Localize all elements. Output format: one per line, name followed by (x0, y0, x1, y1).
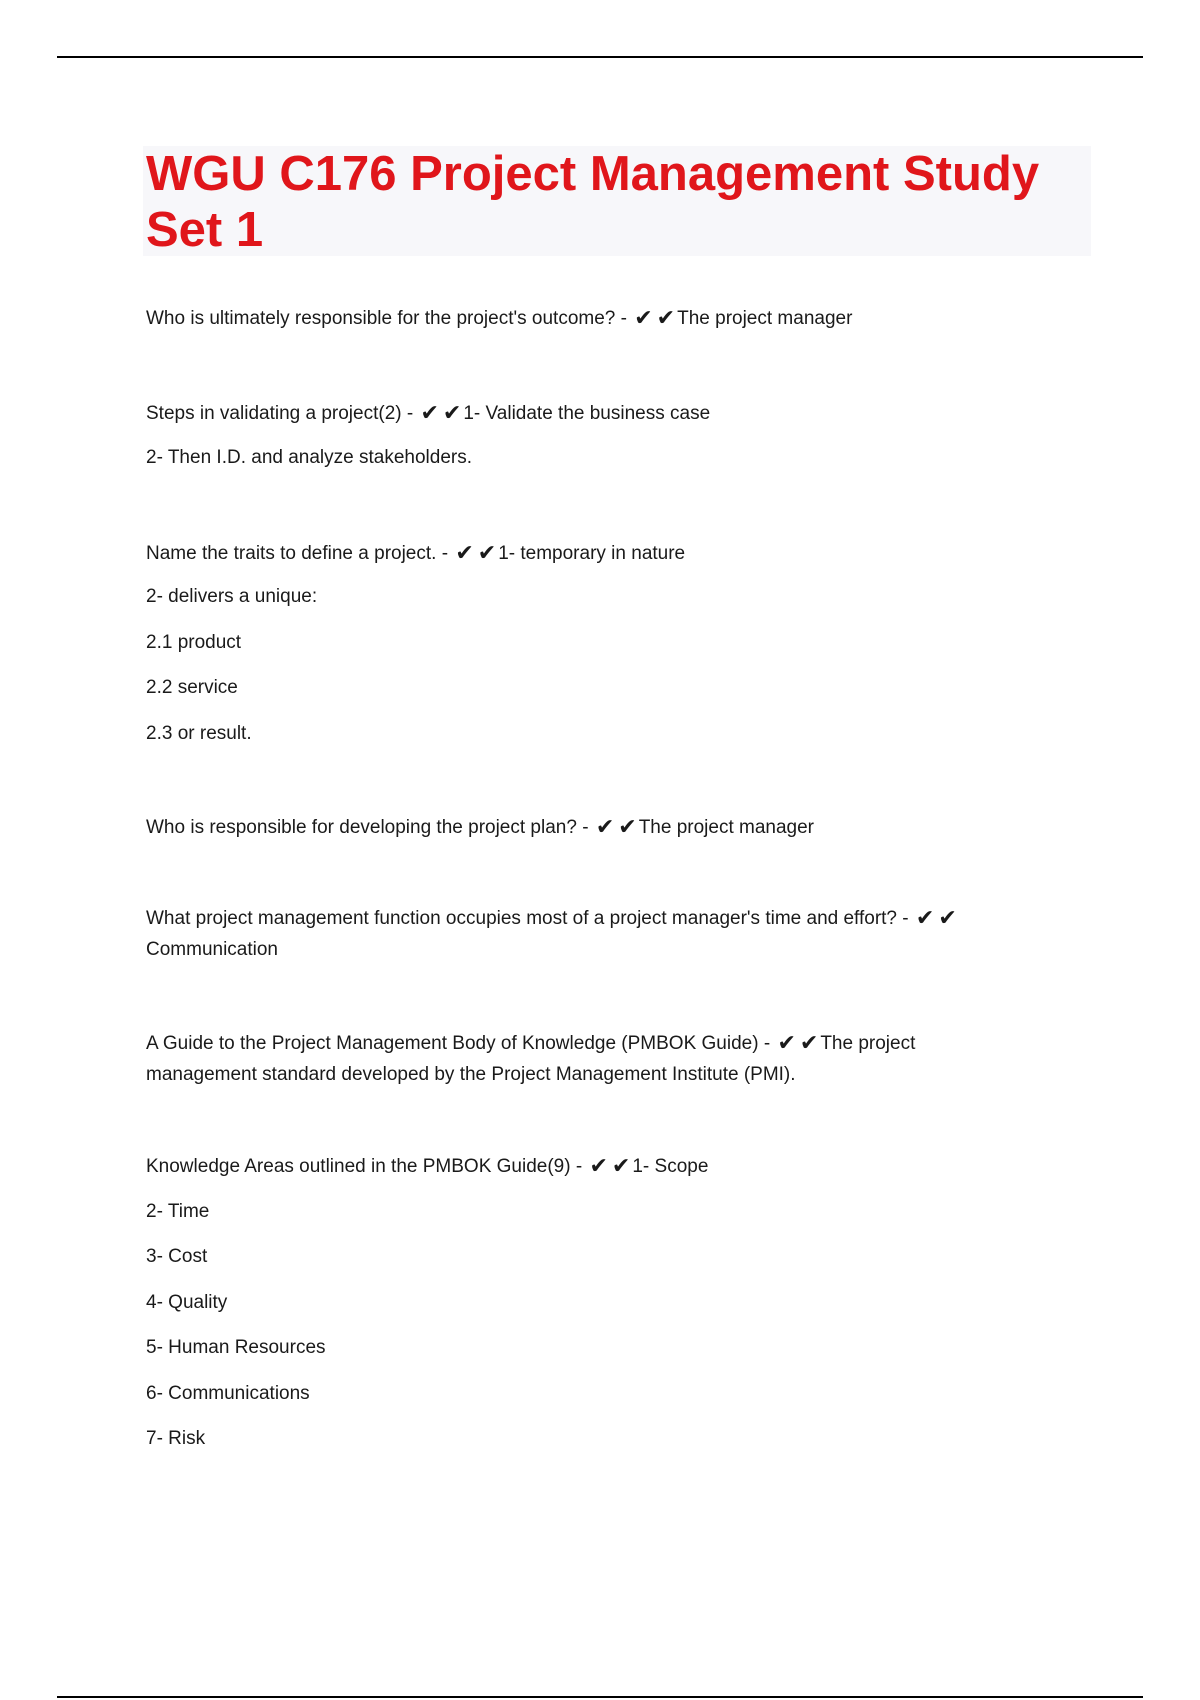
answer-line: 2- delivers a unique: (146, 586, 318, 607)
answer-line: 2.2 service (146, 677, 238, 698)
check-icon: ✔ (634, 305, 653, 330)
answer-line: 4- Quality (146, 1292, 228, 1313)
question-text: A Guide to the Project Management Body of Knowledge (PMBOK Guide) - (146, 1033, 771, 1054)
qa-item (146, 902, 1006, 965)
answer-text: 1- Validate the business case (463, 403, 711, 424)
answer-text: 1- Scope (632, 1156, 709, 1177)
qa-item (146, 1027, 1006, 1090)
answer-line: 6- Communications (146, 1383, 310, 1404)
bottom-rule (57, 1696, 1143, 1698)
check-icon: ✔ (938, 905, 957, 930)
check-icon: ✔ (915, 905, 935, 930)
check-icon: ✔ (799, 1030, 819, 1055)
qa-item (146, 815, 814, 840)
question-text: Knowledge Areas outlined in the PMBOK Guide(9) - (146, 1156, 583, 1177)
answer-line: 2.3 or result. (146, 723, 252, 744)
answer-text: Communication (146, 939, 278, 960)
check-icon: ✔ (455, 540, 474, 565)
check-icon: ✔ (442, 400, 462, 425)
answer-line: 5- Human Resources (146, 1337, 326, 1358)
answer-line: 2- Then I.D. and analyze stakeholders. (146, 447, 473, 468)
check-icon: ✔ (618, 814, 637, 839)
question-text: Steps in validating a project(2) - (146, 403, 414, 424)
answer-text: 1- temporary in nature (498, 543, 686, 564)
qa-item (146, 306, 852, 331)
answer-line: 2- Time (146, 1201, 210, 1222)
question-text: What project management function occupies most of a project manager's time and effort? - (146, 908, 909, 929)
check-icon: ✔ (589, 1153, 608, 1178)
document-title: WGU C176 Project Management Study Set 1 (146, 147, 1040, 257)
qa-item (146, 1154, 708, 1179)
answer-line: 7- Risk (146, 1428, 206, 1449)
answer-text: The project management standard developed by the Project Management Institute (PMI). (146, 1033, 916, 1085)
qa-item (146, 401, 710, 426)
title-banner (143, 146, 1091, 256)
qa-item (146, 541, 685, 566)
answer-line: 2.1 product (146, 632, 242, 653)
top-rule (57, 56, 1143, 58)
check-icon: ✔ (595, 814, 615, 839)
check-icon: ✔ (477, 540, 497, 565)
check-icon: ✔ (777, 1030, 796, 1055)
check-icon: ✔ (420, 400, 439, 425)
question-text: Who is responsible for developing the project plan? - (146, 817, 589, 838)
check-icon: ✔ (656, 305, 676, 330)
check-icon: ✔ (611, 1153, 631, 1178)
question-text: Who is ultimately responsible for the project's outcome? - (146, 308, 627, 329)
answer-text: The project manager (677, 308, 853, 329)
answer-text: The project manager (638, 817, 815, 838)
question-text: Name the traits to define a project. - (146, 543, 449, 564)
answer-line: 3- Cost (146, 1246, 208, 1267)
